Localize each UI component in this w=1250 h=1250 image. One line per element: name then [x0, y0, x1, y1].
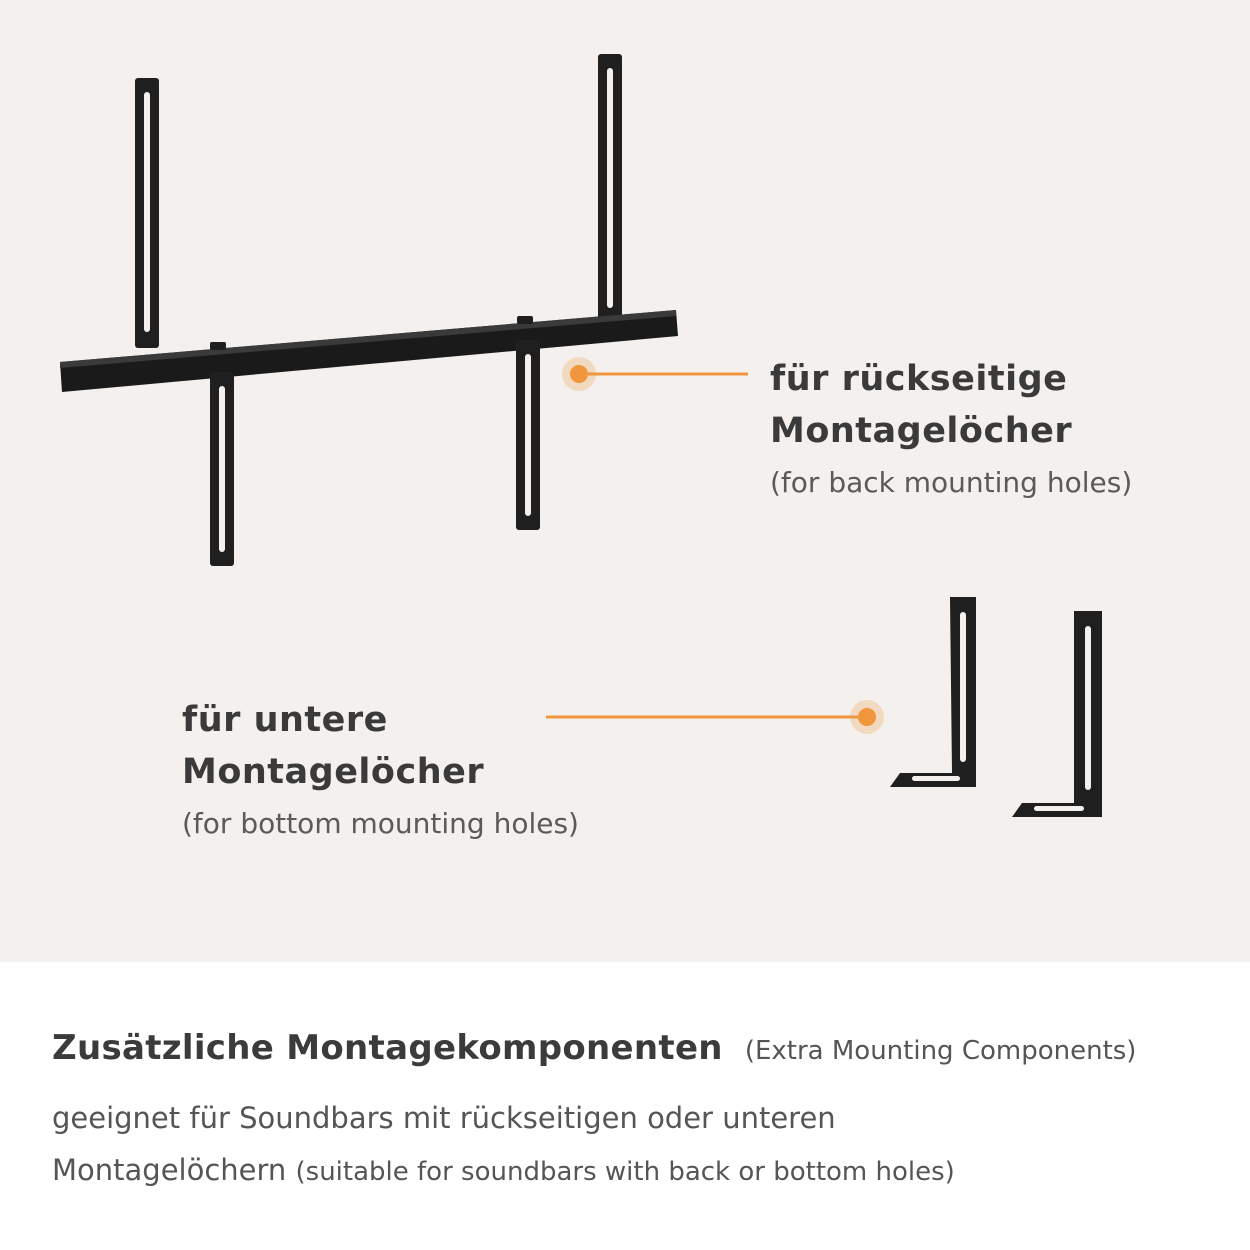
- callout-bottom-title-line2: Montagelöcher: [182, 752, 485, 792]
- l-bracket-left: [890, 597, 976, 787]
- lower-arm-right: [516, 340, 540, 530]
- callout-marker-bottom: [546, 700, 884, 734]
- callout-bottom-subtitle: (for bottom mounting holes): [182, 807, 579, 840]
- footer-description-line1: geeignet für Soundbars mit rückseitigen oder unteren: [52, 1101, 836, 1135]
- callout-back-subtitle: (for back mounting holes): [770, 466, 1133, 499]
- callout-bottom-label: [182, 694, 579, 844]
- lower-arm-left: [210, 372, 234, 566]
- footer-title: Zusätzliche Montagekomponenten: [52, 1028, 723, 1068]
- callout-marker-back: [562, 357, 748, 391]
- upper-arm-right: [598, 54, 622, 324]
- callout-back-label: [770, 353, 1132, 503]
- footer-title-translation: (Extra Mounting Components): [744, 1036, 1137, 1066]
- footer-description-note: (suitable for soundbars with back or bottom holes): [295, 1157, 955, 1187]
- callout-back-title-line2: Montagelöcher: [770, 411, 1073, 451]
- callout-back-title-line1: für rückseitige: [770, 359, 1068, 399]
- footer-description-line2: Montagelöchern: [52, 1153, 287, 1187]
- footer-description: [52, 1092, 1202, 1198]
- footer-heading: [52, 1028, 1136, 1068]
- l-bracket-right: [1012, 611, 1102, 817]
- upper-arm-left: [135, 78, 159, 348]
- callout-bottom-title-line1: für untere: [182, 700, 388, 740]
